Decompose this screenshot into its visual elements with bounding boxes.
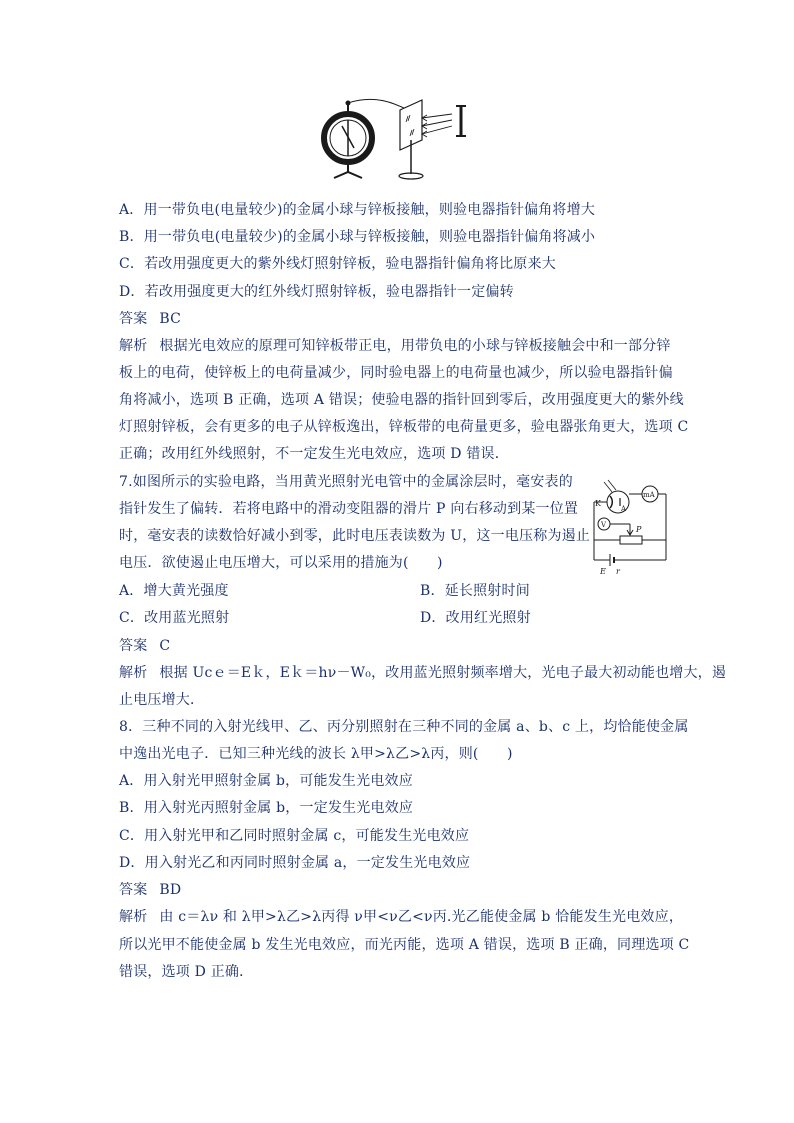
label-k: K [595, 499, 601, 508]
q7-stem-line: 时，毫安表的读数恰好减小到零，此时电压表读数为 U，这一电压称为遏止 [119, 528, 591, 544]
q8-analysis-line: 所以光甲不能使金属 b 发生光电效应，而光丙能，选项 A 错误，选项 B 正确，同理选项 C [119, 937, 690, 953]
q7-option-b: B．延长照射时间 [420, 583, 530, 599]
label-ma: mA [643, 491, 655, 499]
label-r: r [616, 567, 620, 576]
q6-answer [119, 310, 181, 328]
q7-stem-line: 指针发生了偏转．若将电路中的滑动变阻器的滑片 P 向右移动到某一位置 [119, 501, 579, 517]
q6-analysis-line: 角将减小，选项 B 正确，选项 A 错误；使验电器的指针回到零后，改用强度更大的紫外线 [119, 392, 684, 408]
q6-option-c: C．若改用强度更大的紫外线灯照射锌板，验电器指针偏角将比原来大 [119, 256, 556, 272]
answer-value: BC [159, 311, 182, 327]
answer-label: 答案 [119, 638, 148, 654]
q7-analysis-line: 解析 根据 Ucｅ＝Eｋ，Eｋ＝hν－W₀，改用蓝光照射频率增大，光电子最大初动能也增大，遏 [119, 665, 727, 681]
q8-stem-line: 中逸出光电子．已知三种光线的波长 λ甲>λ乙>λ丙，则( ) [119, 746, 513, 762]
analysis-label: 解析 [119, 338, 148, 354]
q8-analysis-line: 解析 由 c＝λν 和 λ甲>λ乙>λ丙得 ν甲<ν乙<ν丙.光乙能使金属 b 恰能发生光电效应， [119, 909, 684, 925]
answer-label: 答案 [119, 311, 148, 327]
q8-option-b: B．用入射光丙照射金属 b，一定发生光电效应 [119, 800, 414, 816]
q6-analysis-line: 正确；改用红外线照射，不一定发生光电效应，选项 D 错误． [119, 446, 509, 462]
q6-option-a: A．用一带负电(电量较少)的金属小球与锌板接触，则验电器指针偏角将增大 [119, 202, 596, 218]
answer-label: 答案 [119, 882, 148, 898]
q6-option-b: B．用一带负电(电量较少)的金属小球与锌板接触，则验电器指针偏角将减小 [119, 229, 596, 245]
q8-answer [119, 881, 181, 899]
q8-option-d: D．用入射光乙和丙同时照射金属 a，一定发生光电效应 [119, 855, 471, 871]
electroscope-figure [316, 96, 476, 184]
q7-option-c: C．改用蓝光照射 [119, 610, 230, 626]
label-v: V [601, 521, 607, 529]
q6-analysis-line: 解析 根据光电效应的原理可知锌板带正电，用带负电的小球与锌板接触会中和一部分锌 [119, 338, 671, 354]
q8-option-a: A．用入射光甲照射金属 b，可能发生光电效应 [119, 773, 413, 789]
q7-option-d: D．改用红光照射 [420, 610, 531, 626]
q6-option-d: D．若改用强度更大的红外线灯照射锌板，验电器指针一定偏转 [119, 284, 514, 300]
circuit-diagram [590, 478, 672, 576]
q8-stem-line: 8．三种不同的入射光线甲、乙、丙分别照射在三种不同的金属 a、b、c 上，均恰能使金属 [119, 719, 689, 735]
q8-option-c: C．用入射光甲和乙同时照射金属 c，可能发生光电效应 [119, 828, 470, 844]
q7-stem-line: 7.如图所示的实验电路，当用黄光照射光电管中的金属涂层时，毫安表的 [119, 474, 573, 490]
q6-analysis-line: 灯照射锌板，会有更多的电子从锌板逸出，锌板带的电荷量更多，验电器张角更大，选项 C [119, 419, 689, 435]
q7-answer [119, 637, 170, 655]
q7-analysis-line: 止电压增大． [119, 692, 205, 708]
q6-analysis-line: 板上的电荷，使锌板上的电荷量减少，同时验电器上的电荷量也减少，所以验电器指针偏 [119, 365, 673, 381]
analysis-label: 解析 [119, 665, 148, 681]
q7-stem-line: 电压．欲使遏止电压增大，可以采用的措施为( ) [119, 555, 443, 571]
analysis-label: 解析 [119, 909, 148, 925]
answer-value: BD [159, 882, 182, 898]
label-a: A [621, 505, 627, 513]
q7-option-a: A．增大黄光强度 [119, 583, 229, 599]
q8-analysis-line: 错误，选项 D 正确． [119, 964, 254, 980]
answer-value: C [159, 638, 171, 654]
label-p: P [636, 525, 642, 534]
label-e: E [600, 567, 606, 576]
